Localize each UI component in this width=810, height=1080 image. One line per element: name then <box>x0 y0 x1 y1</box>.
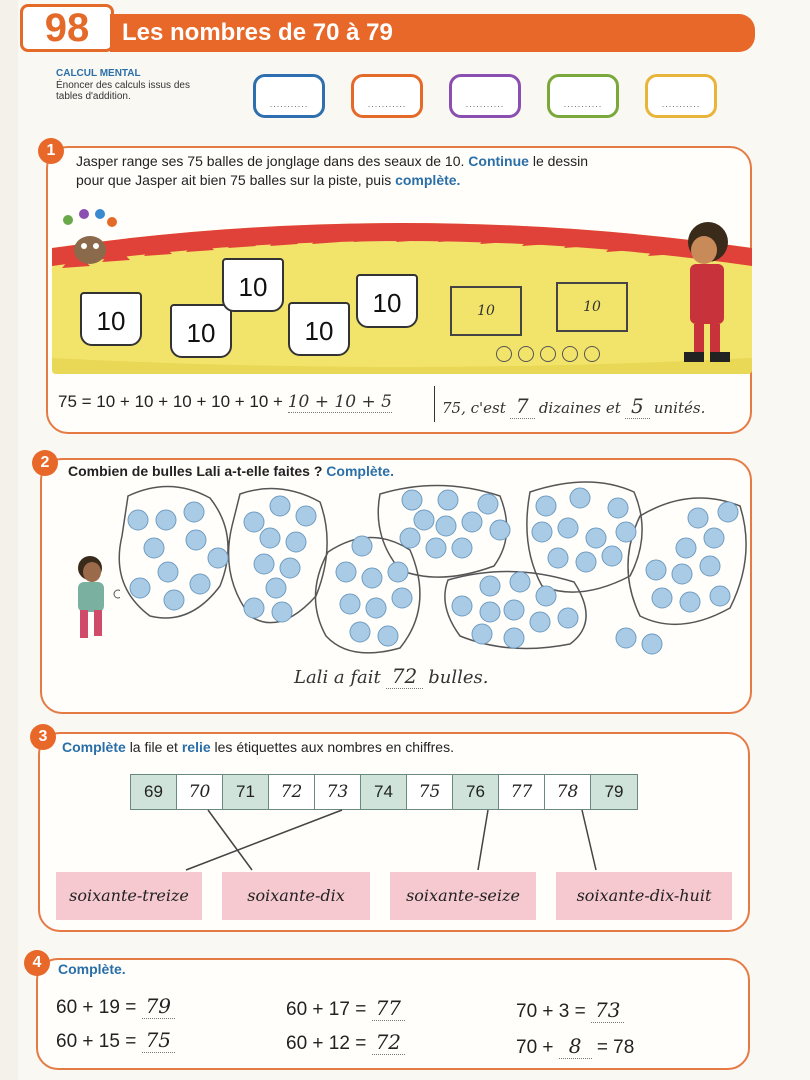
exercise-1-number: 1 <box>38 138 64 164</box>
exercise-4-instruction: Complète. <box>58 961 126 977</box>
cat-juggler-icon <box>58 208 118 278</box>
calc-row: 60 + 15 = 75 <box>56 1028 175 1053</box>
calc-row: 60 + 17 = 77 <box>286 996 405 1021</box>
strip-cell-answer[interactable]: 78 <box>545 775 591 809</box>
calc-answer[interactable]: 79 <box>142 994 175 1019</box>
bucket-1: 10 <box>80 292 142 346</box>
bucket-3: 10 <box>222 258 284 312</box>
strip-cell: 76 <box>453 775 499 809</box>
bubbles-answer[interactable]: 72 <box>386 664 423 689</box>
strip-cell-answer[interactable]: 77 <box>499 775 545 809</box>
number-tag[interactable]: soixante-dix <box>222 872 370 920</box>
calcul-box-1[interactable]: ........... <box>253 74 325 118</box>
calc-answer[interactable]: 8 <box>559 1034 592 1059</box>
matching-lines <box>120 806 720 876</box>
strip-cell-answer[interactable]: 70 <box>177 775 223 809</box>
units-answer[interactable]: 5 <box>625 394 650 419</box>
drawn-ball <box>540 346 556 362</box>
bubble-groups <box>100 476 760 656</box>
equation-answer[interactable]: 10 + 10 + 5 <box>287 392 392 412</box>
calcul-mental-text: Énoncer des calculs issus des tables d'addition. <box>56 80 190 102</box>
lesson-number: 98 <box>20 4 114 52</box>
number-tag[interactable]: soixante-dix-huit <box>556 872 732 920</box>
strip-cell: 71 <box>223 775 269 809</box>
strip-cell: 79 <box>591 775 637 809</box>
exercise-4-number: 4 <box>24 950 50 976</box>
drawn-ball <box>518 346 534 362</box>
calc-row: 60 + 19 = 79 <box>56 994 175 1019</box>
exercise-1-instruction: Jasper range ses 75 balles de jonglage dans des seaux de 10. Continue le dessin pour que Jasper ait bien 75 balles sur la piste, puis complète. <box>76 153 589 188</box>
jasper-character-icon <box>662 212 752 372</box>
lali-character-icon <box>60 552 120 642</box>
units-sentence: 75, c'est 7 dizaines et 5 unités. <box>442 394 706 418</box>
strip-cell: 74 <box>361 775 407 809</box>
bucket-2: 10 <box>170 304 232 358</box>
drawn-crate-1: 10 <box>450 286 522 336</box>
calc-answer[interactable]: 77 <box>372 996 405 1021</box>
calc-row: 60 + 12 = 72 <box>286 1030 405 1055</box>
drawn-ball <box>584 346 600 362</box>
number-tag[interactable]: soixante-seize <box>390 872 536 920</box>
bucket-5: 10 <box>356 274 418 328</box>
calc-answer[interactable]: 72 <box>372 1030 405 1055</box>
bubbles-sentence: Lali a fait 72 bulles. <box>294 664 489 688</box>
calc-answer[interactable]: 75 <box>142 1028 175 1053</box>
bucket-4: 10 <box>288 302 350 356</box>
drawn-ball <box>562 346 578 362</box>
calcul-box-3[interactable]: ........... <box>449 74 521 118</box>
strip-cell-answer[interactable]: 75 <box>407 775 453 809</box>
divider <box>434 386 435 422</box>
strip-cell-answer[interactable]: 72 <box>269 775 315 809</box>
drawn-ball <box>496 346 512 362</box>
calcul-box-4[interactable]: ........... <box>547 74 619 118</box>
calcul-box-5[interactable]: ........... <box>645 74 717 118</box>
lesson-title: Les nombres de 70 à 79 <box>110 14 755 52</box>
calc-answer[interactable]: 73 <box>591 998 624 1023</box>
calc-row: 70 + 3 = 73 <box>516 998 624 1023</box>
exercise-3-number: 3 <box>30 724 56 750</box>
tens-answer[interactable]: 7 <box>510 394 535 419</box>
exercise-2-instruction: Combien de bulles Lali a-t-elle faites ? Complète. <box>68 463 394 479</box>
exercise-2-number: 2 <box>32 450 58 476</box>
calc-row: 70 + 8 = 78 <box>516 1034 635 1058</box>
drawn-crate-2: 10 <box>556 282 628 332</box>
calcul-box-2[interactable]: ........... <box>351 74 423 118</box>
strip-cell-answer[interactable]: 73 <box>315 775 361 809</box>
strip-cell: 69 <box>131 775 177 809</box>
calcul-mental-title: CALCUL MENTAL <box>56 68 141 79</box>
equation-line: 75 = 10 + 10 + 10 + 10 + 10 + 10 + 10 + 5 <box>58 392 392 412</box>
number-tag[interactable]: soixante-treize <box>56 872 202 920</box>
number-strip <box>130 774 638 810</box>
exercise-3-instruction: Complète la file et relie les étiquettes aux nombres en chiffres. <box>62 739 454 755</box>
